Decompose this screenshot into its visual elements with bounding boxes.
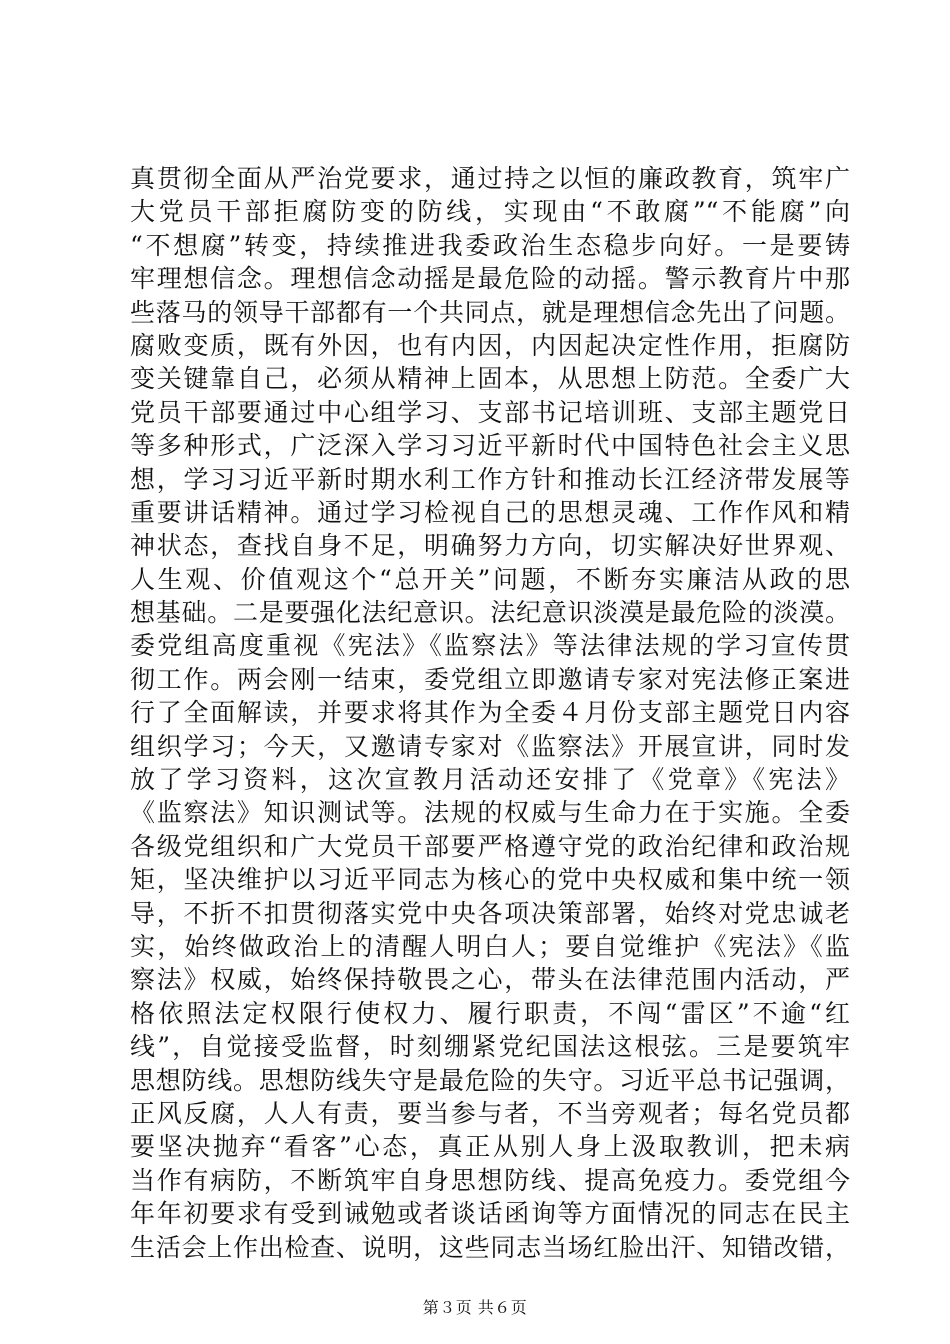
text-line: 等多种形式，广泛深入学习习近平新时代中国特色社会主义思 [130, 431, 850, 461]
text-line: 放了学习资料，这次宣教月活动还安排了《党章》《宪法》 [130, 765, 850, 795]
text-line: 彻工作。两会刚一结束，委党组立即邀请专家对宪法修正案进 [130, 664, 850, 694]
body-paragraph [130, 162, 850, 1264]
text-line: 正风反腐，人人有责，要当参与者，不当旁观者；每名党员都 [130, 1098, 850, 1128]
text-line: 些落马的领导干部都有一个共同点，就是理想信念先出了问题。 [130, 297, 850, 327]
text-line: 线”，自觉接受监督，时刻绷紧党纪国法这根弦。三是要筑牢 [130, 1032, 850, 1062]
text-line: 神状态，查找自身不足，明确努力方向，切实解决好世界观、 [130, 531, 850, 561]
text-line: 人生观、价值观这个“总开关”问题，不断夯实廉洁从政的思 [130, 564, 850, 594]
text-line: 矩，坚决维护以习近平同志为核心的党中央权威和集中统一领 [130, 865, 850, 895]
text-line: 想基础。二是要强化法纪意识。法纪意识淡漠是最危险的淡漠。 [130, 598, 850, 628]
text-line: 想，学习习近平新时期水利工作方针和推动长江经济带发展等 [130, 464, 850, 494]
text-line: 格依照法定权限行使权力、履行职责，不闯“雷区”不逾“红 [130, 998, 850, 1028]
text-line: 察法》权威，始终保持敬畏之心，带头在法律范围内活动，严 [130, 965, 850, 995]
text-line: 真贯彻全面从严治党要求，通过持之以恒的廉政教育，筑牢广 [130, 164, 850, 193]
text-line: 导，不折不扣贯彻落实党中央各项决策部署，始终对党忠诚老 [130, 898, 850, 928]
text-line: 生活会上作出检查、说明，这些同志当场红脸出汗、知错改错， [130, 1232, 850, 1262]
text-line: 年年初要求有受到诫勉或者谈话函询等方面情况的同志在民主 [130, 1199, 850, 1229]
text-line: 腐败变质，既有外因，也有内因，内因起决定性作用，拒腐防 [130, 330, 850, 360]
text-line: 《监察法》知识测试等。法规的权威与生命力在于实施。全委 [130, 798, 850, 828]
text-line: 党员干部要通过中心组学习、支部书记培训班、支部主题党日 [130, 397, 850, 427]
text-line: 各级党组织和广大党员干部要严格遵守党的政治纪律和政治规 [130, 831, 850, 861]
text-line: 要坚决抛弃“看客”心态，真正从别人身上汲取教训，把未病 [130, 1132, 850, 1162]
text-line: 委党组高度重视《宪法》《监察法》等法律法规的学习宣传贯 [130, 631, 850, 661]
text-line: 大党员干部拒腐防变的防线，实现由“不敢腐”“不能腐”向 [130, 197, 850, 227]
text-line: 实，始终做政治上的清醒人明白人；要自觉维护《宪法》《监 [130, 931, 850, 961]
text-line: 变关键靠自己，必须从精神上固本，从思想上防范。全委广大 [130, 364, 850, 394]
text-line: 思想防线。思想防线失守是最危险的失守。习近平总书记强调， [130, 1065, 850, 1095]
text-line: 行了全面解读，并要求将其作为全委４月份支部主题党日内容 [130, 698, 850, 728]
page-footer: 第３页 共６页 [422, 1298, 528, 1317]
text-line: 当作有病防，不断筑牢自身思想防线、提高免疫力。委党组今 [130, 1165, 850, 1195]
text-line: 重要讲话精神。通过学习检视自己的思想灵魂、工作作风和精 [130, 497, 850, 527]
text-line: 组织学习；今天，又邀请专家对《监察法》开展宣讲，同时发 [130, 731, 850, 761]
text-line: 牢理想信念。理想信念动摇是最危险的动摇。警示教育片中那 [130, 264, 850, 294]
text-line: “不想腐”转变，持续推进我委政治生态稳步向好。一是要铸 [130, 230, 850, 260]
